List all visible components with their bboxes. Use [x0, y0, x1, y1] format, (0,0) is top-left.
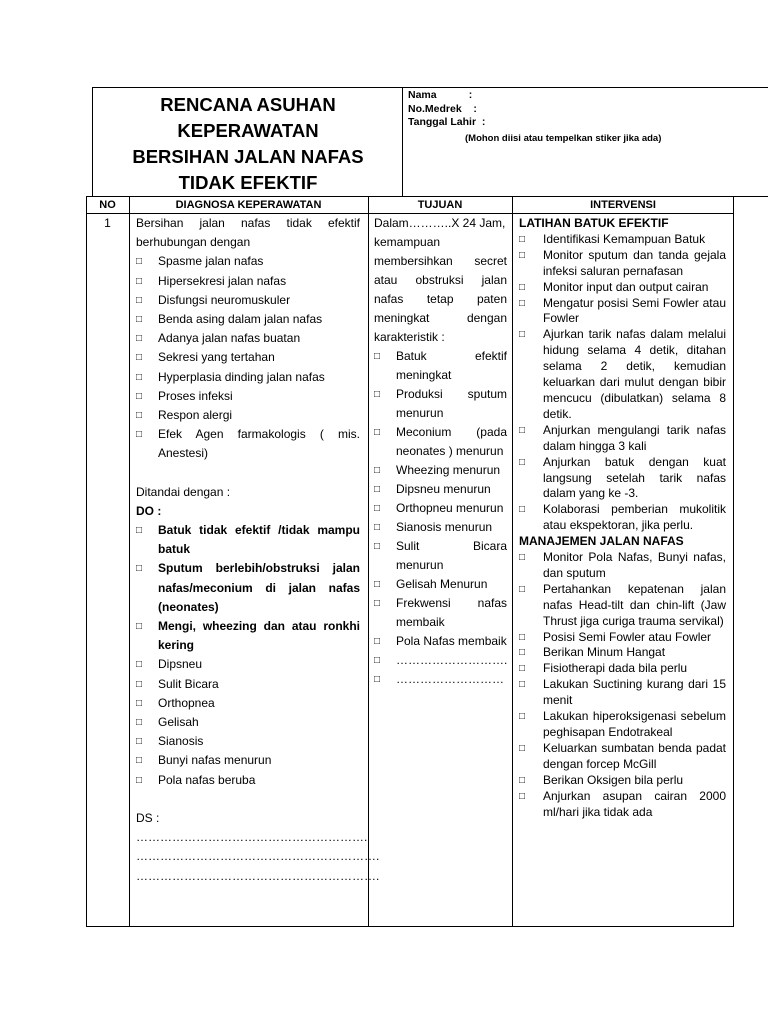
cause-item-text: Disfungsi neuromuskuler	[158, 292, 291, 307]
title-line: RENCANA ASUHAN	[160, 94, 336, 115]
checkbox-icon[interactable]: □	[374, 655, 381, 666]
cause-item	[136, 291, 360, 310]
checkbox-icon[interactable]: □	[136, 352, 143, 364]
criteria-item-text: Sianosis menurun	[396, 520, 493, 534]
checkbox-icon[interactable]: □	[136, 410, 143, 422]
intervensi-column	[519, 216, 726, 820]
intervention-item	[519, 661, 726, 677]
intervention-item	[519, 709, 726, 741]
checkbox-icon[interactable]: □	[519, 249, 526, 261]
intervention-item	[519, 423, 726, 455]
intervention-item-text: Fisiotherapi dada bila perlu	[543, 661, 688, 676]
do-minor-item	[136, 732, 360, 751]
do-minor-item-text: Sulit Bicara	[158, 676, 219, 691]
header-intervensi: INTERVENSI	[590, 199, 656, 211]
checkbox-icon[interactable]: □	[374, 351, 381, 362]
intervention-item-text: Lakukan hiperoksigenasi sebelum peghisapan Endotrakeal	[543, 709, 726, 739]
checkbox-icon[interactable]: □	[374, 389, 381, 400]
checkbox-icon[interactable]: □	[519, 583, 526, 595]
cause-item-text: Efek Agen farmakologis ( mis. Anestesi)	[158, 427, 360, 461]
checkbox-icon[interactable]: □	[136, 333, 143, 345]
intervention-item	[519, 327, 726, 422]
intervention-item-text: Identifikasi Kemampuan Batuk	[543, 231, 706, 246]
criteria-item	[374, 385, 507, 423]
patient-note: (Mohon diisi atau tempelkan stiker jika ada)	[465, 133, 662, 144]
checkbox-icon[interactable]: □	[136, 371, 143, 383]
checkbox-icon[interactable]: □	[519, 233, 526, 245]
intervention-item-text: Berikan Minum Hangat	[543, 645, 666, 660]
header-diagnosa: DIAGNOSA KEPERAWATAN	[175, 199, 322, 211]
criteria-item-text: ………………………	[396, 672, 504, 686]
do-major-item-text: Batuk tidak efektif /tidak mampu batuk	[158, 523, 360, 557]
checkbox-icon[interactable]: □	[374, 674, 381, 685]
criteria-item	[374, 518, 507, 537]
checkbox-icon[interactable]: □	[374, 579, 381, 590]
cause-item-text: Adanya jalan nafas buatan	[158, 331, 301, 346]
intervention-item-text: Mengatur posisi Semi Fowler atau Fowler	[543, 295, 726, 326]
checkbox-icon[interactable]: □	[519, 552, 526, 564]
checkbox-icon[interactable]: □	[519, 329, 526, 341]
criteria-item-text: Batuk efektif meningkat	[396, 349, 507, 382]
criteria-item	[374, 575, 507, 594]
cause-item	[136, 406, 360, 425]
checkbox-icon[interactable]: □	[136, 256, 143, 268]
do-major-item	[136, 617, 360, 655]
intervention-item	[519, 789, 726, 821]
checkbox-icon[interactable]: □	[519, 424, 526, 436]
intervention-item-text: Posisi Semi Fowler atau Fowler	[543, 629, 712, 644]
checkbox-icon[interactable]: □	[519, 711, 526, 723]
criteria-item	[374, 670, 507, 689]
do-minor-item	[136, 771, 360, 790]
do-minor-item	[136, 655, 360, 674]
cause-item	[136, 329, 360, 348]
do-minor-item-text: Bunyi nafas menurun	[158, 753, 272, 768]
intervention-item	[519, 741, 726, 773]
criteria-item-text: Frekwensi nafas membaik	[396, 596, 507, 629]
header-tujuan: TUJUAN	[417, 199, 463, 211]
do-minor-item-text: Gelisah	[158, 715, 199, 730]
checkbox-icon[interactable]: □	[136, 525, 143, 537]
do-minor-item	[136, 675, 360, 694]
criteria-item-text: Orthopneu menurun	[396, 501, 504, 515]
checkbox-icon[interactable]: □	[136, 275, 143, 287]
diagnosa-intro: berhubungan dengan	[136, 235, 251, 250]
checkbox-icon[interactable]: □	[519, 281, 526, 293]
checkbox-icon[interactable]: □	[374, 427, 381, 438]
intervention-item	[519, 582, 726, 630]
title-line: KEPERAWATAN	[177, 120, 319, 141]
checkbox-icon[interactable]: □	[519, 647, 526, 659]
do-minor-item-text: Dipsneu	[158, 657, 203, 672]
tujuan-intro-line: membersihkan secret	[374, 254, 507, 268]
checkbox-icon[interactable]: □	[519, 790, 526, 802]
do-minor-item	[136, 694, 360, 713]
checkbox-icon[interactable]: □	[374, 636, 381, 647]
cause-item	[136, 348, 360, 367]
do-major-item-text: Sputum berlebih/obstruksi jalan nafas/meconium di jalan nafas (neonates)	[158, 561, 360, 614]
criteria-item-text: Meconium (pada neonates ) menurun	[396, 425, 507, 458]
intervention-item	[519, 773, 726, 789]
do-minor-item	[136, 713, 360, 732]
patient-identity	[408, 89, 485, 130]
column-divider	[368, 196, 369, 927]
do-minor-item-text: Sianosis	[158, 734, 204, 749]
checkbox-icon[interactable]: □	[136, 755, 143, 767]
checkbox-icon[interactable]: □	[519, 774, 526, 786]
intervention-item	[519, 248, 726, 280]
intervention-item-text: Pertahankan kepatenan jalan nafas Head-tilt dan chin-lift (Jaw Thrust jiga curiga trauma servikal)	[543, 581, 726, 628]
intervention-item-text: Lakukan Suctining kurang dari 15 menit	[543, 677, 726, 708]
criteria-item-text: ……………………….	[396, 653, 508, 667]
checkbox-icon[interactable]: □	[374, 598, 381, 609]
criteria-item	[374, 347, 507, 385]
checkbox-icon[interactable]: □	[519, 631, 526, 643]
intervention-item-text: Monitor sputum dan tanda gejala infeksi saluran pernafasan	[543, 247, 726, 278]
checkbox-icon[interactable]: □	[136, 659, 143, 671]
checkbox-icon[interactable]: □	[136, 294, 143, 306]
tujuan-column	[374, 214, 507, 689]
checkbox-icon[interactable]: □	[136, 717, 143, 729]
cause-item-text: Spasme jalan nafas	[158, 254, 264, 269]
intervention-item	[519, 280, 726, 296]
cause-item	[136, 387, 360, 406]
criteria-item-text: Produksi sputum menurun	[396, 387, 507, 420]
checkbox-icon[interactable]: □	[519, 663, 526, 675]
intervention-item-text: Anjurkan asupan cairan 2000 ml/hari jika tidak ada	[543, 788, 726, 819]
diagnosa-intro: Bersihan jalan nafas tidak efektif	[136, 216, 360, 230]
checkbox-icon[interactable]: □	[519, 742, 526, 754]
checkbox-icon[interactable]: □	[374, 541, 381, 552]
section-latihan-batuk: LATIHAN BATUK EFEKTIF	[519, 216, 669, 230]
title-line: TIDAK EFEKTIF	[178, 172, 318, 193]
header-divider	[402, 87, 403, 197]
do-minor-item	[136, 751, 360, 770]
checkbox-icon[interactable]: □	[136, 390, 143, 402]
criteria-item	[374, 651, 507, 670]
intervention-item	[519, 630, 726, 646]
cause-item-text: Respon alergi	[158, 408, 233, 423]
intervention-item-text: Monitor input dan output cairan	[543, 279, 709, 294]
checkbox-icon[interactable]: □	[136, 621, 143, 633]
tujuan-intro-line: karakteristik :	[374, 330, 445, 344]
criteria-item	[374, 594, 507, 632]
criteria-item	[374, 423, 507, 461]
column-divider	[129, 196, 130, 927]
section-manajemen-jalan-nafas: MANAJEMEN JALAN NAFAS	[519, 534, 684, 549]
intervention-item-text: Keluarkan sumbatan benda padat dengan forcep McGill	[543, 740, 726, 771]
ds-line: DS : ………………………………………………….	[136, 810, 368, 845]
ds-line: …………………………………………………….	[136, 868, 380, 883]
criteria-item-text: Dipsneu menurun	[396, 482, 491, 496]
cause-item-text: Proses infeksi	[158, 388, 233, 403]
do-major-item	[136, 559, 360, 617]
criteria-item	[374, 499, 507, 518]
criteria-item	[374, 632, 507, 651]
checkbox-icon[interactable]: □	[136, 736, 143, 748]
patient-field-dob: Tanggal Lahir :	[408, 116, 486, 128]
cause-item	[136, 425, 360, 463]
checkbox-icon[interactable]: □	[136, 429, 143, 441]
intervention-item-text: Berikan Oksigen bila perlu	[543, 772, 684, 787]
do-major-item	[136, 521, 360, 559]
do-major-item-text: Mengi, wheezing dan atau ronkhi kering	[158, 619, 360, 653]
intervention-item	[519, 502, 726, 534]
intervention-item-text: Monitor Pola Nafas, Bunyi nafas, dan sputum	[543, 550, 726, 580]
intervention-item-text: Ajurkan tarik nafas dalam melalui hidung selama 4 detik, ditahan selama 2 detik, kemudian keluarkan dari mulut dengan bibir mencucu (dibulatkan) selama 8 detik.	[543, 327, 726, 421]
criteria-item-text: Wheezing menurun	[396, 463, 501, 477]
checkbox-icon[interactable]: □	[519, 456, 526, 468]
checkbox-icon[interactable]: □	[136, 678, 143, 690]
criteria-item	[374, 480, 507, 499]
checkbox-icon[interactable]: □	[136, 697, 143, 709]
checkbox-icon[interactable]: □	[374, 522, 381, 533]
criteria-item-text: Sulit Bicara menurun	[396, 539, 507, 572]
header-no: NO	[99, 199, 116, 211]
checkbox-icon[interactable]: □	[374, 484, 381, 495]
intervention-item	[519, 232, 726, 248]
criteria-item-text: Pola Nafas membaik	[396, 634, 507, 648]
row-number: 1	[104, 216, 111, 230]
do-minor-item-text: Pola nafas beruba	[158, 772, 256, 787]
tujuan-intro-line: meningkat dengan	[374, 311, 507, 325]
diagnosa-column	[136, 214, 380, 886]
criteria-item-text: Gelisah Menurun	[396, 577, 488, 591]
title-line: BERSIHAN JALAN NAFAS	[132, 146, 364, 167]
cause-item-text: Sekresi yang tertahan	[158, 350, 275, 365]
cause-item-text: Hyperplasia dinding jalan nafas	[158, 369, 325, 384]
checkbox-icon[interactable]: □	[519, 679, 526, 691]
do-minor-item-text: Orthopnea	[158, 695, 215, 710]
document-title	[96, 92, 400, 196]
intervention-item	[519, 296, 726, 328]
intervention-item	[519, 455, 726, 503]
column-divider	[512, 196, 513, 927]
cause-item	[136, 368, 360, 387]
intervention-item-text: Kolaborasi pemberian mukolitik atau ekspektoran, jika perlu.	[543, 502, 726, 533]
intervention-item	[519, 645, 726, 661]
cause-item	[136, 272, 360, 291]
cause-item-text: Hipersekresi jalan nafas	[158, 273, 287, 288]
do-label: DO :	[136, 503, 162, 518]
criteria-item	[374, 461, 507, 480]
intervention-item-text: Anjurkan mengulangi tarik nafas dalam hingga 3 kali	[543, 422, 726, 453]
checkbox-icon[interactable]: □	[374, 503, 381, 514]
checkbox-icon[interactable]: □	[136, 314, 143, 326]
ds-line: …………………………………………………….	[136, 849, 380, 864]
ditandai-label: Ditandai dengan :	[136, 484, 231, 499]
patient-field-medrek: No.Medrek :	[408, 102, 477, 115]
tujuan-intro-line: Dalam………..X 24 Jam,	[374, 216, 506, 230]
checkbox-icon[interactable]: □	[136, 774, 143, 786]
patient-field-nama: Nama :	[408, 89, 473, 101]
cause-item	[136, 252, 360, 271]
tujuan-intro-line: nafas tetap paten	[374, 292, 507, 306]
checkbox-icon[interactable]: □	[519, 504, 526, 516]
criteria-item	[374, 537, 507, 575]
checkbox-icon[interactable]: □	[374, 465, 381, 476]
tujuan-intro-line: atau obstruksi jalan	[374, 273, 507, 287]
cause-item-text: Benda asing dalam jalan nafas	[158, 312, 323, 327]
checkbox-icon[interactable]: □	[519, 297, 526, 309]
intervention-item-text: Anjurkan batuk dengan kuat langsung setelah tarik nafas dalam yang ke -3.	[543, 454, 726, 501]
cause-item	[136, 310, 360, 329]
tujuan-intro-line: kemampuan	[374, 235, 441, 249]
intervention-item	[519, 550, 726, 582]
checkbox-icon[interactable]: □	[136, 563, 143, 575]
intervention-item	[519, 677, 726, 709]
